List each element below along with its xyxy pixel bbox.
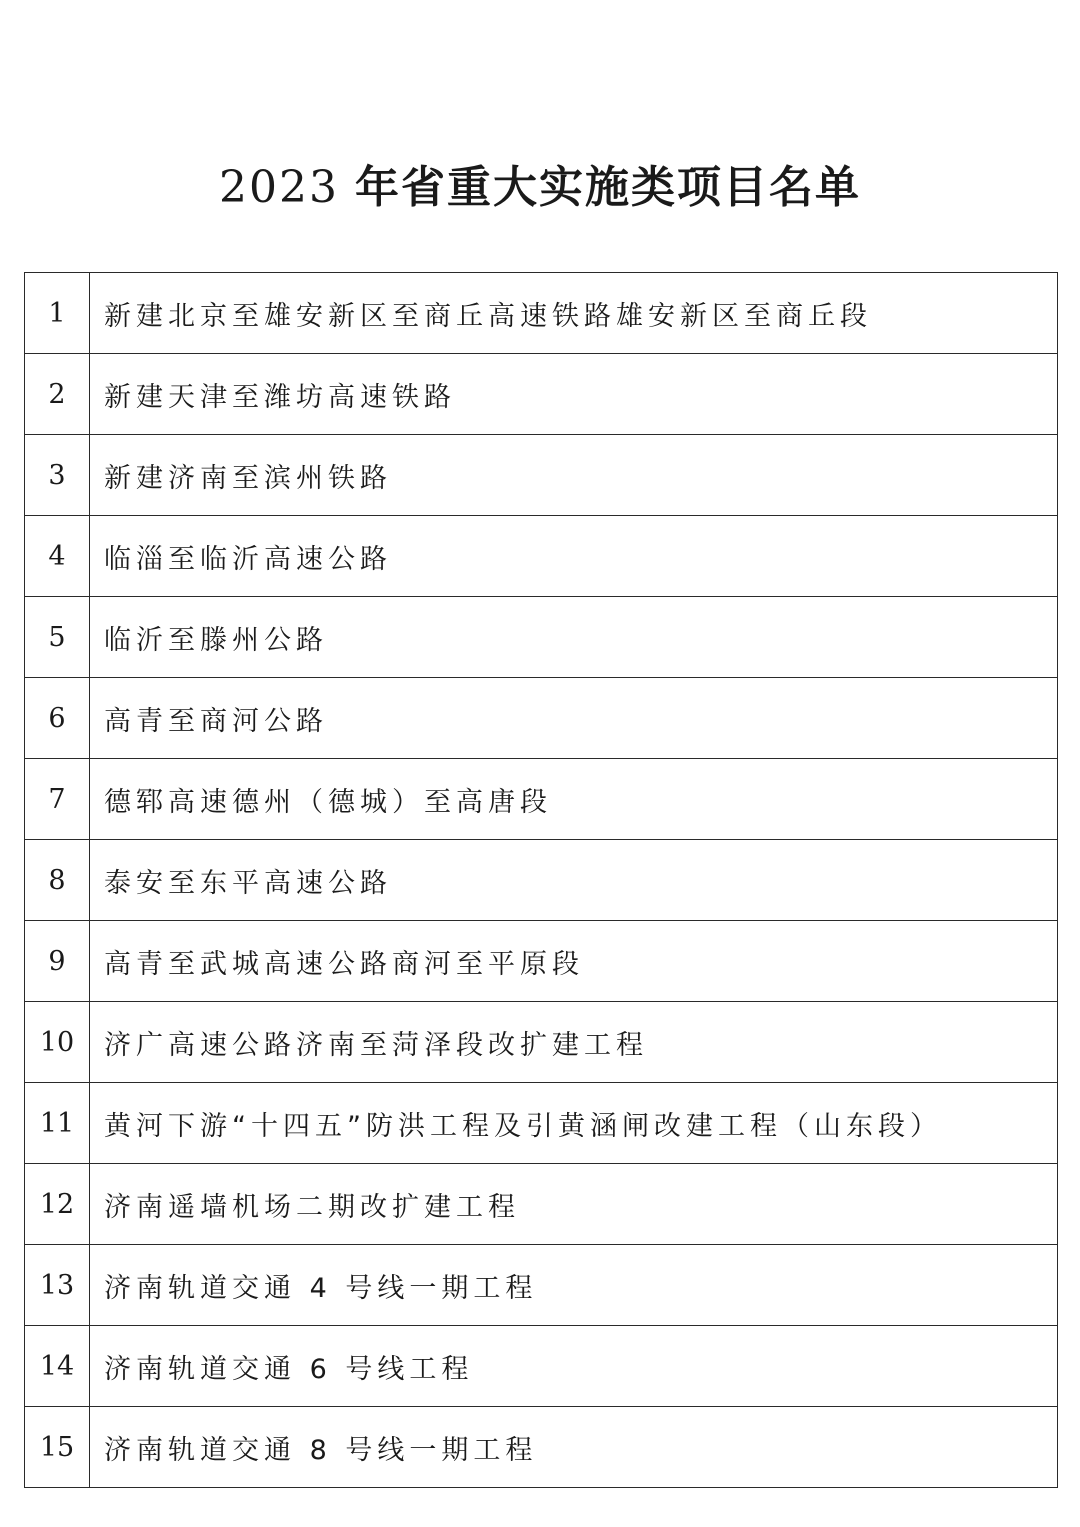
project-name: 新建济南至滨州铁路 xyxy=(90,435,1058,516)
table-row xyxy=(25,678,1058,759)
row-number: 3 xyxy=(25,435,90,516)
table-row xyxy=(25,1407,1058,1488)
row-number: 9 xyxy=(25,921,90,1002)
project-name: 济南轨道交通 4 号线一期工程 xyxy=(90,1245,1058,1326)
table-row xyxy=(25,516,1058,597)
table-row xyxy=(25,1083,1058,1164)
row-number: 11 xyxy=(25,1083,90,1164)
project-name: 黄河下游“十四五”防洪工程及引黄涵闸改建工程（山东段） xyxy=(90,1083,1058,1164)
table-row xyxy=(25,1002,1058,1083)
row-number: 15 xyxy=(25,1407,90,1488)
project-name: 泰安至东平高速公路 xyxy=(90,840,1058,921)
project-name: 高青至商河公路 xyxy=(90,678,1058,759)
row-number: 1 xyxy=(25,273,90,354)
table-row xyxy=(25,1326,1058,1407)
row-number: 4 xyxy=(25,516,90,597)
project-table-body xyxy=(25,273,1058,1488)
row-number: 14 xyxy=(25,1326,90,1407)
title-year: 2023 xyxy=(219,162,339,213)
row-number: 10 xyxy=(25,1002,90,1083)
project-name: 临淄至临沂高速公路 xyxy=(90,516,1058,597)
table-row xyxy=(25,1164,1058,1245)
project-name: 济广高速公路济南至菏泽段改扩建工程 xyxy=(90,1002,1058,1083)
document-title xyxy=(0,158,1080,218)
project-name: 临沂至滕州公路 xyxy=(90,597,1058,678)
row-number: 12 xyxy=(25,1164,90,1245)
row-number: 7 xyxy=(25,759,90,840)
row-number: 6 xyxy=(25,678,90,759)
project-name: 德郓高速德州（德城）至高唐段 xyxy=(90,759,1058,840)
row-number: 8 xyxy=(25,840,90,921)
project-name: 济南轨道交通 8 号线一期工程 xyxy=(90,1407,1058,1488)
table-row xyxy=(25,597,1058,678)
project-name: 济南遥墙机场二期改扩建工程 xyxy=(90,1164,1058,1245)
table-row xyxy=(25,273,1058,354)
project-name: 新建天津至潍坊高速铁路 xyxy=(90,354,1058,435)
table-row xyxy=(25,354,1058,435)
project-table xyxy=(24,272,1058,1488)
table-row xyxy=(25,759,1058,840)
table-row xyxy=(25,1245,1058,1326)
row-number: 13 xyxy=(25,1245,90,1326)
row-number: 2 xyxy=(25,354,90,435)
title-text: 年省重大实施类项目名单 xyxy=(354,162,861,213)
project-name: 新建北京至雄安新区至商丘高速铁路雄安新区至商丘段 xyxy=(90,273,1058,354)
row-number: 5 xyxy=(25,597,90,678)
table-row xyxy=(25,921,1058,1002)
table-row xyxy=(25,840,1058,921)
project-name: 高青至武城高速公路商河至平原段 xyxy=(90,921,1058,1002)
table-row xyxy=(25,435,1058,516)
project-name: 济南轨道交通 6 号线工程 xyxy=(90,1326,1058,1407)
